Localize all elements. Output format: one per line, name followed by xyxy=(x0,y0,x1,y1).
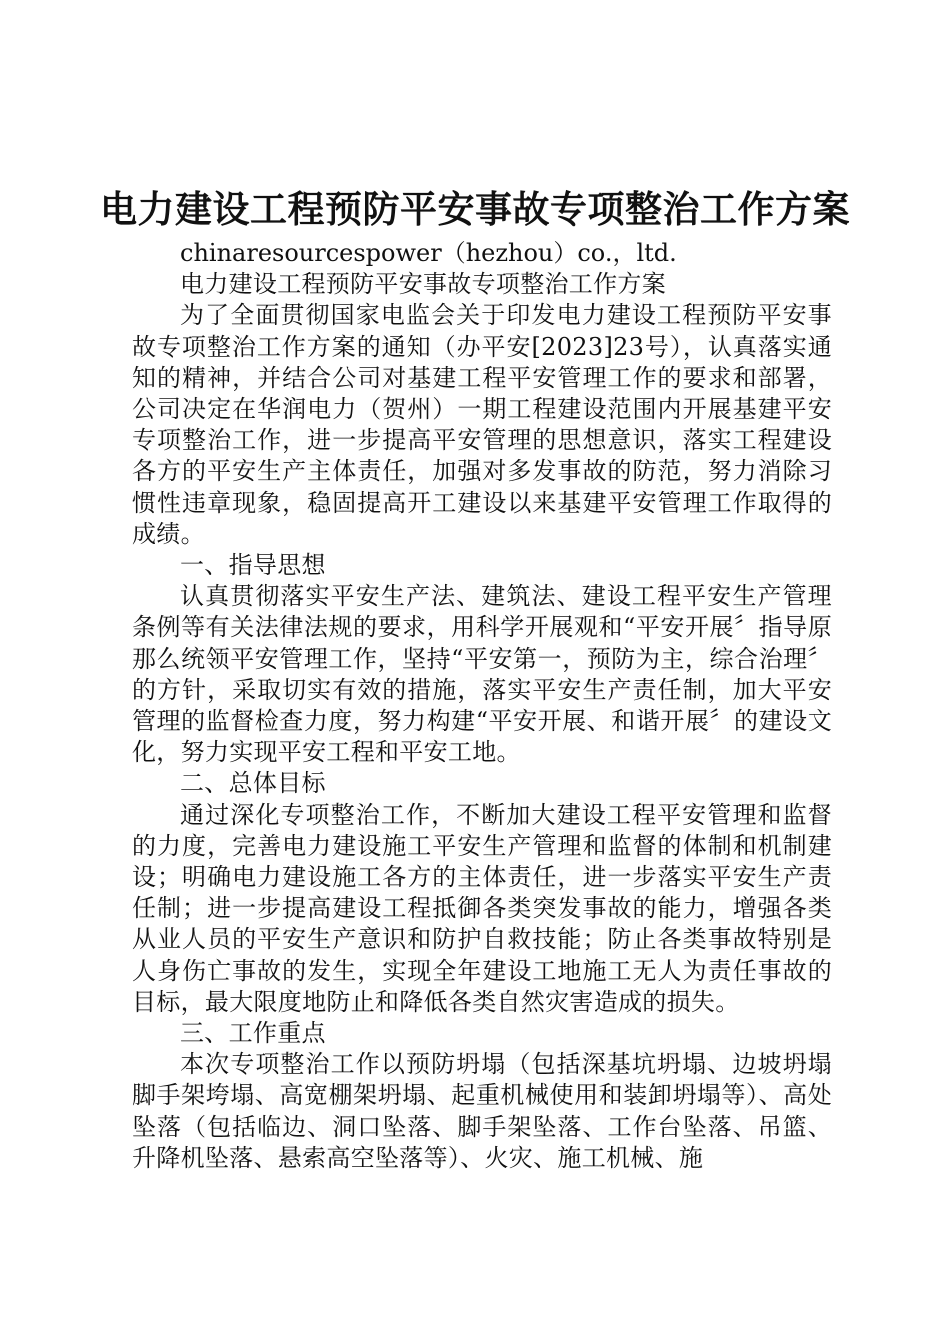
company-name-line: chinaresourcespower（hezhou）co.，ltd. xyxy=(180,239,677,267)
overall-goal-paragraph: 通过深化专项整治工作，不断加大建设工程平安管理和监督的力度，完善电力建设施工平安生产管理和监督的体制和机制建设；明确电力建设施工各方的主体责任，进一步落实平安生产责任制；进一步提高建设工程抵御各类突发事故的能力，增强各类从业人员的平安生产意识和防护自救技能；防止各类事故特别是人身伤亡事故的发生，实现全年建设工地施工无人为责任事故的目标，最大限度地防止和降低各类自然灾害造成的损失。 xyxy=(132,800,832,1016)
guiding-thought-paragraph: 认真贯彻落实平安生产法、建筑法、建设工程平安生产管理条例等有关法律法规的要求，用科学开展观和“平安开展〞指导原那么统领平安管理工作，坚持“平安第一，预防为主，综合治理〞的方针，采取切实有效的措施，落实平安生产责任制，加大平安管理的监督检查力度，努力构建“平安开展、和谐开展〞的建设文化，努力实现平安工程和平安工地。 xyxy=(132,582,832,767)
section-heading-overall-goal: 二、总体目标 xyxy=(180,769,326,798)
intro-paragraph: 为了全面贯彻国家电监会关于印发电力建设工程预防平安事故专项整治工作方案的通知（办平安[2023]23号），认真落实通知的精神，并结合公司对基建工程平安管理工作的要求和部署，公司决定在华润电力（贺州）一期工程建设范围内开展基建平安专项整治工作，进一步提高平安管理的思想意识，落实工程建设各方的平安生产主体责任，加强对多发事故的防范，努力消除习惯性违章现象，稳固提高开工建设以来基建平安管理工作取得的成绩。 xyxy=(132,301,832,548)
section-heading-guiding-thought: 一、指导思想 xyxy=(180,551,326,580)
subtitle-line: 电力建设工程预防平安事故专项整治工作方案 xyxy=(180,270,666,299)
document-body xyxy=(132,238,832,1174)
work-focus-paragraph: 本次专项整治工作以预防坍塌（包括深基坑坍塌、边坡坍塌脚手架垮塌、高宽棚架坍塌、起重机械使用和装卸坍塌等）、高处坠落（包括临边、洞口坠落、脚手架坠落、工作台坠落、吊篮、升降机坠落、悬索高空坠落等）、火灾、施工机械、施 xyxy=(132,1050,832,1172)
section-heading-work-focus: 三、工作重点 xyxy=(180,1019,326,1048)
document-title: 电力建设工程预防平安事故专项整治工作方案 xyxy=(100,187,850,231)
